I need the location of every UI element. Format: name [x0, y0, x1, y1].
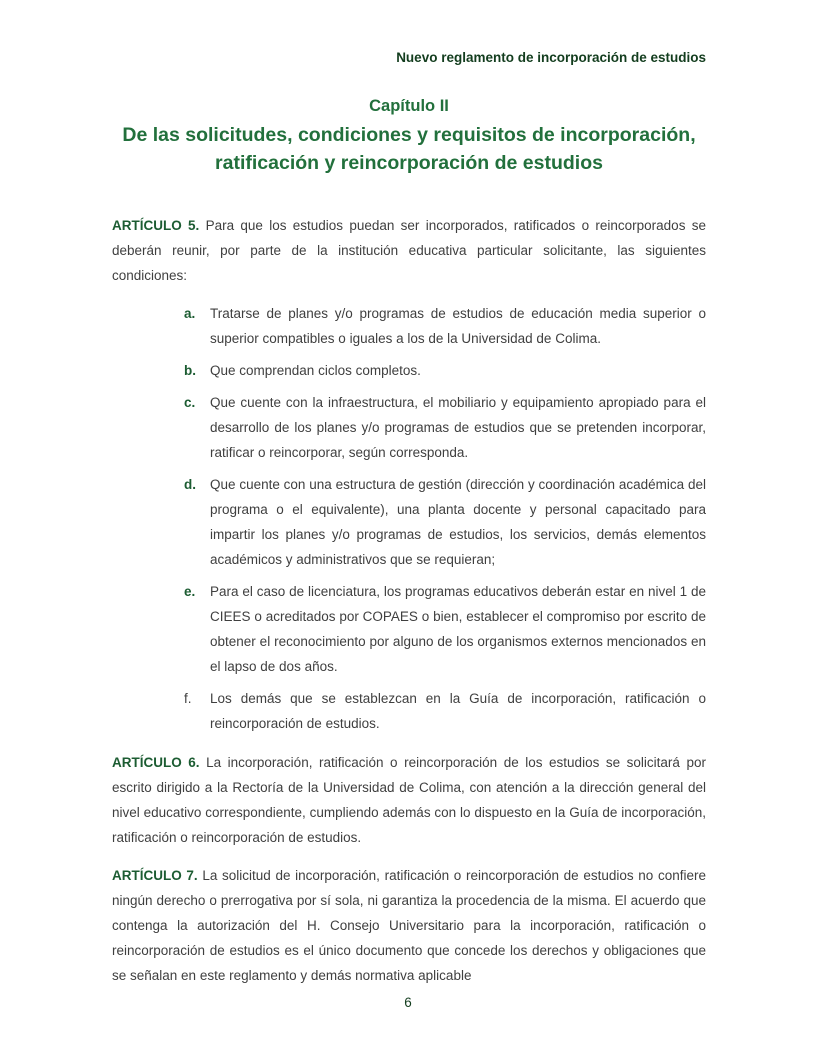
list-item-text: Que cuente con la infraestructura, el mobiliario y equipamiento apropiado para el desarrollo de los planes y/o programas de estudios que se pretenden incorporar, ratificar o reincorporar, según corresponda.	[210, 395, 706, 460]
list-item	[112, 472, 706, 572]
chapter-label: Capítulo II	[369, 97, 449, 115]
list-item-text: Para el caso de licenciatura, los programas educativos deberán estar en nivel 1 de CIEES o acreditados por COPAES o bien, establecer el compromiso por escrito de obtener el reconocimiento por alguno de los organismos externos mencionados en el lapso de dos años.	[210, 584, 706, 674]
article-7-label: ARTÍCULO 7.	[112, 868, 198, 883]
list-item	[112, 358, 706, 383]
list-item-letter: c.	[184, 395, 196, 410]
page-content	[112, 0, 706, 1001]
conditions-list	[112, 301, 706, 736]
article-5-paragraph	[112, 213, 706, 288]
list-item-letter: b.	[184, 363, 196, 378]
list-item-letter: e.	[184, 584, 196, 599]
list-item-text: Que cuente con una estructura de gestión (dirección y coordinación académica del programa o el equivalente), una planta docente y personal capacitado para impartir los planes y/o programas de estudios, los servicios, demás elementos académicos y administrativos que se requieran;	[210, 477, 706, 567]
list-item-letter: f.	[184, 691, 192, 706]
article-5-label: ARTÍCULO 5.	[112, 218, 200, 233]
article-6-label: ARTÍCULO 6.	[112, 755, 200, 770]
article-6-text: La incorporación, ratificación o reincorporación de los estudios se solicitará por escrito dirigido a la Rectoría de la Universidad de Colima, con atención a la dirección general del nivel educativo correspondiente, cumpliendo además con lo dispuesto en la Guía de incorporación, ratificación o reincorporación de estudios.	[112, 755, 706, 845]
list-item-text: Que comprendan ciclos completos.	[210, 363, 421, 378]
list-item	[112, 301, 706, 351]
article-7-text: La solicitud de incorporación, ratificación o reincorporación de estudios no confiere ningún derecho o prerrogativa por sí sola, ni garantiza la procedencia de la misma. El acuerdo que contenga la autorización del H. Consejo Universitario para la incorporación, ratificación o reincorporación de estudios es el único documento que concede los derechos y obligaciones que se señalan en este reglamento y demás normativa aplicable	[112, 868, 706, 983]
body-block	[112, 213, 706, 988]
list-item	[112, 390, 706, 465]
list-item	[112, 579, 706, 679]
article-5-text: Para que los estudios puedan ser incorporados, ratificados o reincorporados se deberán reunir, por parte de la institución educativa particular solicitante, las siguientes condiciones:	[112, 218, 706, 283]
page-number: 6	[404, 995, 412, 1010]
running-header: Nuevo reglamento de incorporación de estudios	[396, 50, 706, 65]
list-item-letter: a.	[184, 306, 196, 321]
list-item-text: Tratarse de planes y/o programas de estudios de educación media superior o superior compatibles o iguales a los de la Universidad de Colima.	[210, 306, 706, 346]
chapter-title: De las solicitudes, condiciones y requisitos de incorporación, ratificación y reincorporación de estudios	[122, 124, 696, 174]
list-item-text: Los demás que se establezcan en la Guía de incorporación, ratificación o reincorporación de estudios.	[210, 691, 706, 731]
article-6-paragraph	[112, 750, 706, 850]
article-7-paragraph	[112, 863, 706, 988]
list-item-letter: d.	[184, 477, 196, 492]
list-item	[112, 686, 706, 736]
